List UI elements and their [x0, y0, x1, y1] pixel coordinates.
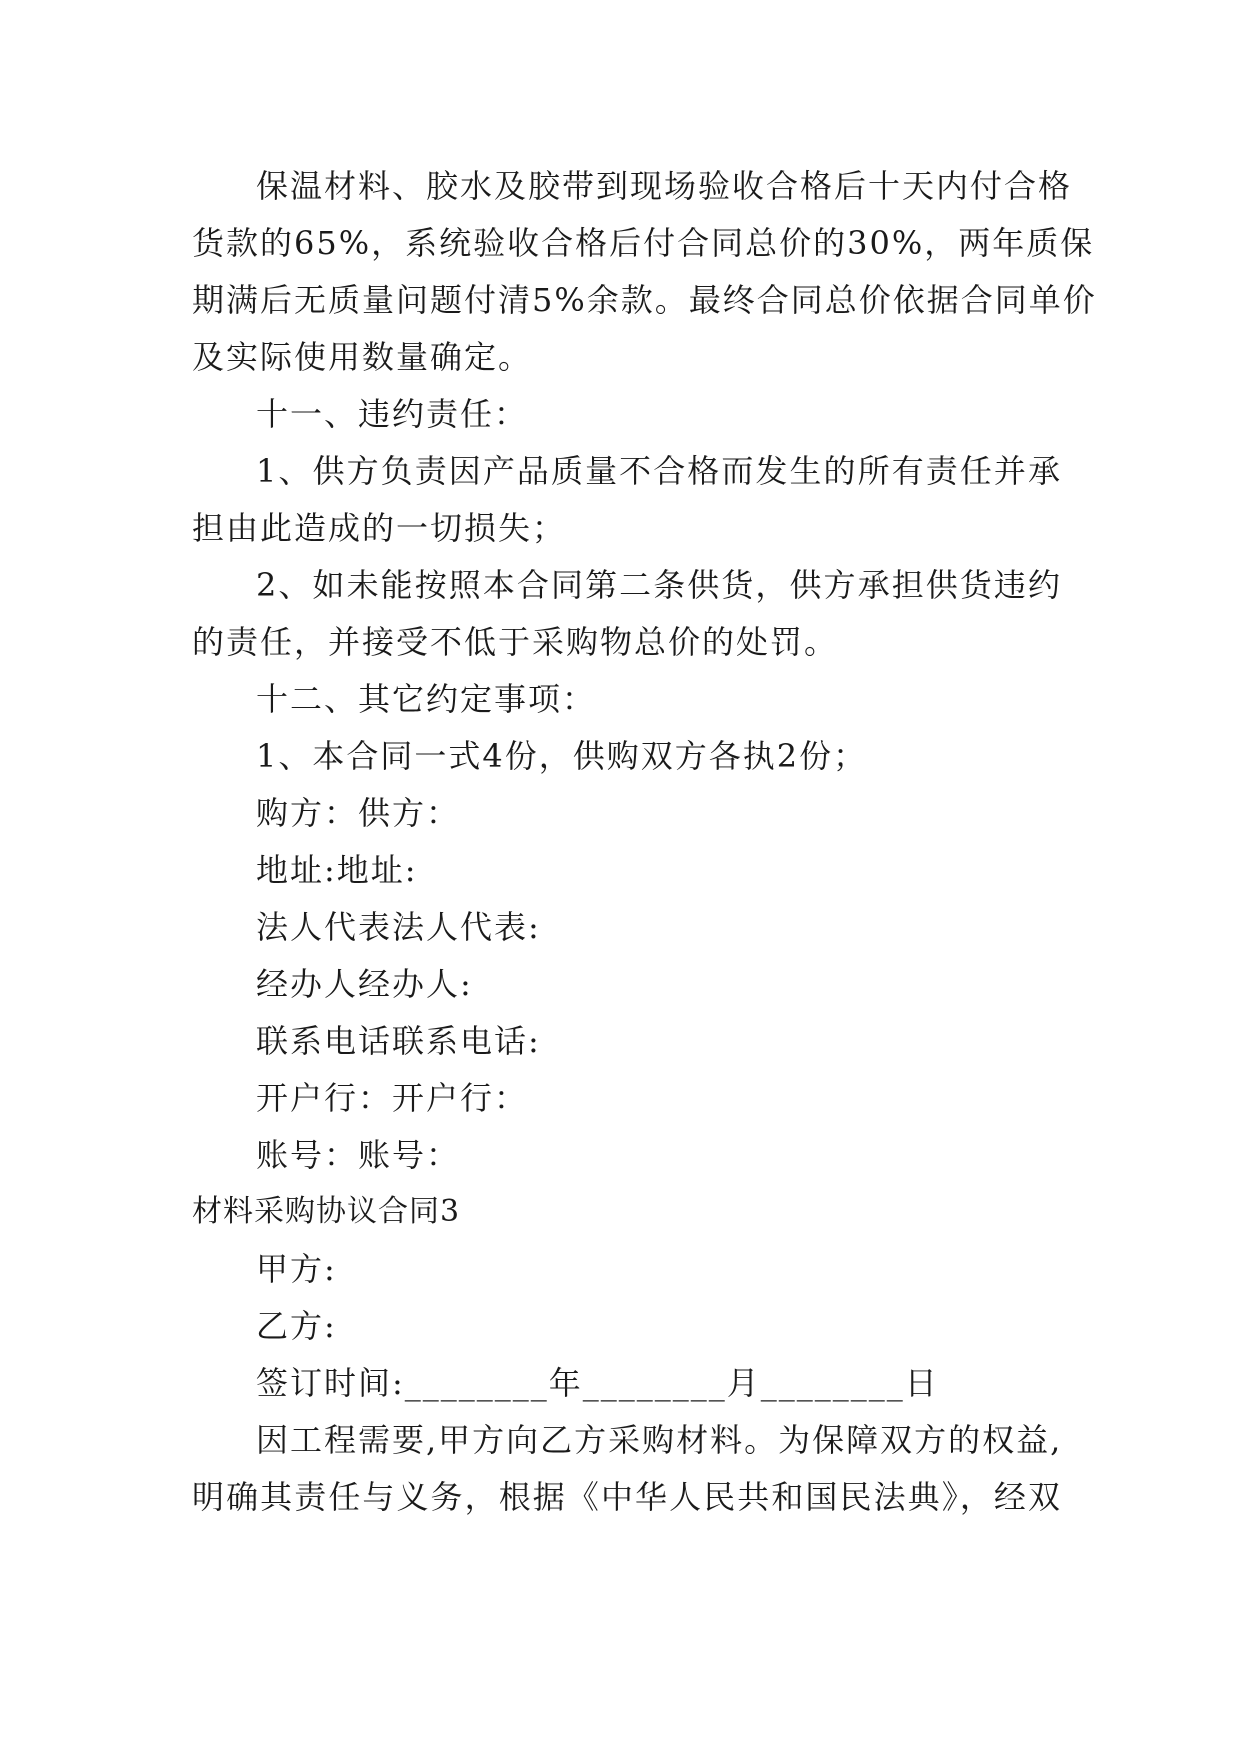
- paragraph-line: 因工程需要,甲方向乙方采购材料。为保障双方的权益,: [256, 1421, 1063, 1459]
- section-heading: 十一、违约责任：: [256, 395, 529, 433]
- paragraph-line: 2、如未能按照本合同第二条供货，供方承担供货违约: [256, 566, 1062, 604]
- paragraph-line: 担由此造成的一切损失；: [192, 509, 567, 547]
- signature-field-line: 地址:地址:: [256, 851, 418, 889]
- paragraph-line: 保温材料、胶水及胶带到现场验收合格后十天内付合格: [256, 167, 1073, 205]
- signature-field-line: 经办人经办人:: [256, 965, 473, 1003]
- signing-date-line: 签订时间:________年________月________日: [256, 1364, 939, 1402]
- signature-field-line: 开户行：开户行：: [256, 1079, 529, 1117]
- party-line: 甲方:: [256, 1250, 337, 1288]
- paragraph-line: 及实际使用数量确定。: [192, 338, 533, 376]
- paragraph-line: 的责任，并接受不低于采购物总价的处罚。: [192, 623, 839, 661]
- signature-field-line: 法人代表法人代表:: [256, 908, 541, 946]
- paragraph-line: 期满后无质量问题付清5%余款。最终合同总价依据合同单价: [192, 281, 1097, 319]
- paragraph-line: 1、本合同一式4份，供购双方各执2份；: [256, 737, 868, 775]
- section-heading: 十二、其它约定事项：: [256, 680, 597, 718]
- signature-field-line: 购方：供方：: [256, 794, 461, 832]
- paragraph-line: 货款的65%，系统验收合格后付合同总价的30%，两年质保: [192, 224, 1095, 262]
- signature-field-line: 联系电话联系电话:: [256, 1022, 541, 1060]
- paragraph-line: 明确其责任与义务，根据《中华人民共和国民法典》，经双: [192, 1478, 1062, 1516]
- signature-field-line: 账号：账号：: [256, 1136, 461, 1174]
- section-title: 材料采购协议合同3: [192, 1194, 461, 1229]
- party-line: 乙方:: [256, 1307, 337, 1345]
- paragraph-line: 1、供方负责因产品质量不合格而发生的所有责任并承: [256, 452, 1062, 490]
